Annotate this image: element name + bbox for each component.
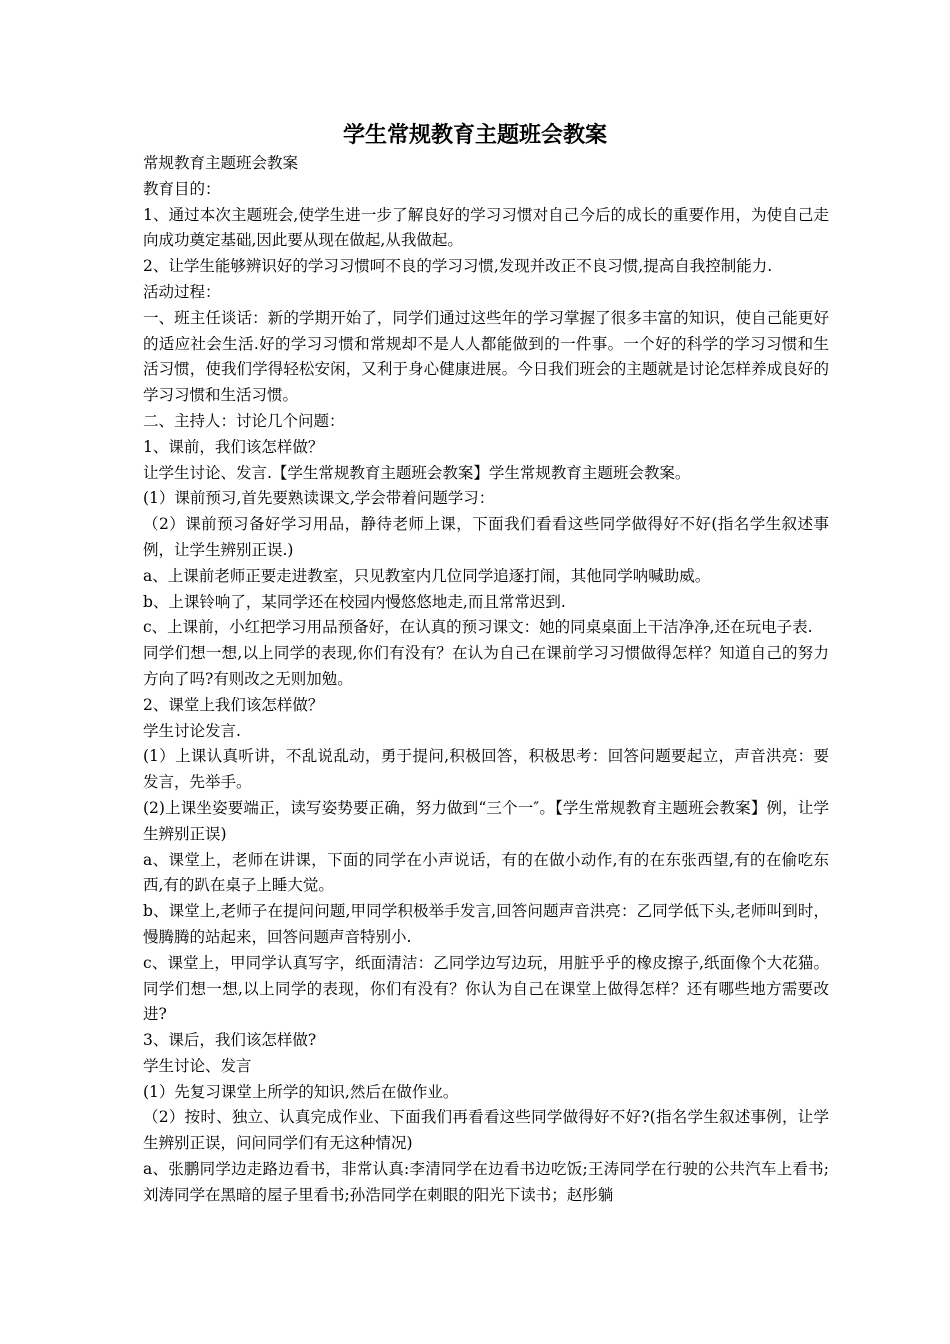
paragraph: a、课堂上，老师在讲课，下面的同学在小声说话，有的在做小动作,有的在东张西望,有的在偷吃东西,有的趴在桌子上睡大觉。 [143,850,829,895]
paragraph: c、上课前，小红把学习用品预备好，在认真的预习课文：她的同桌桌面上干洁净净,还在玩电子表. [143,618,813,637]
paragraph: 1、通过本次主题班会,使学生进一步了解良好的学习习惯对自己今后的成长的重要作用，为使自己走向成功奠定基础,因此要从现在做起,从我做起。 [143,205,829,250]
paragraph: a、张鹏同学边走路边看书，非常认真:李清同学在边看书边吃饭;王涛同学在行驶的公共汽车上看书;刘涛同学在黑暗的屋子里看书;孙浩同学在刺眼的阳光下读书；赵彤躺 [143,1160,829,1204]
paragraph: 学生讨论发言. [143,721,241,740]
paragraph: c、课堂上，甲同学认真写字，纸面清洁：乙同学边写边玩，用脏乎乎的橡皮擦子,纸面像个大花猫。同学们想一想,以上同学的表现，你们有没有？你认为自己在课堂上做得怎样？还有哪些地方需要改进? [143,953,829,1024]
paragraph: (1）先复习课堂上所学的知识,然后在做作业。 [143,1082,459,1101]
paragraph: a、上课前老师正要走进教室，只见教室内几位同学追逐打闹，其他同学呐喊助威。 [143,566,711,585]
paragraph: （2）课前预习备好学习用品，静待老师上课，下面我们看看这些同学做得好不好(指名学生叙述事例，让学生辨别正误.) [143,515,829,559]
paragraph: (1）上课认真听讲，不乱说乱动，勇于提问,积极回答，积极思考：回答问题要起立，声音洪亮：要发言，先举手。 [143,747,829,792]
paragraph: 2、课堂上我们该怎样做？ [143,695,324,714]
paragraph: 让学生讨论、发言.【学生常规教育主题班会教案】学生常规教育主题班会教案。 [143,463,691,482]
paragraph: b、课堂上,老师子在提问问题,甲同学积极举手发言,回答问题声音洪亮：乙同学低下头,老师叫到时，慢腾腾的站起来，回答问题声音特别小. [143,902,829,946]
paragraph: (2)上课坐姿要端正，读写姿势要正确，努力做到“三个一″。【学生常规教育主题班会教案】例，让学生辨别正误) [143,798,829,843]
paragraph: 学生讨论、发言 [143,1056,252,1075]
paragraph: 1、课前，我们该怎样做？ [143,437,324,456]
paragraph: 二、主持人：讨论几个问题： [143,411,345,430]
paragraph: b、上课铃响了，某同学还在校园内慢悠悠地走,而且常常迟到. [143,592,566,611]
paragraph: 3、课后，我们该怎样做? [143,1031,317,1050]
paragraph: （2）按时、独立、认真完成作业、下面我们再看看这些同学做得好不好?(指名学生叙述事例，让学生辨别正误，问问同学们有无这种情况) [143,1108,829,1153]
paragraph: 常规教育主题班会教案 [143,154,299,172]
paragraph: 2、让学生能够辨识好的学习习惯呵不良的学习习惯,发现并改正不良习惯,提高自我控制能力. [143,257,773,276]
paragraph: 同学们想一想,以上同学的表现,你们有没有？在认为自己在课前学习习惯做得怎样？知道自己的努力方向了吗?有则改之无则加勉。 [143,644,829,688]
paragraph: 一、班主任谈话：新的学期开始了，同学们通过这些年的学习掌握了很多丰富的知识，使自己能更好的适应社会生活.好的学习习惯和常规却不是人人都能做到的一件事。一个好的科学的学习习惯和生活习惯，使我们学得轻松安闲，又利于身心健康进展。今日我们班会的主题就是讨论怎样养成良好的学习习惯和生活习惯。 [143,308,829,405]
document-body [143,151,829,1209]
paragraph: 教育目的： [143,179,221,198]
paragraph: 活动过程： [143,282,221,301]
document-title: 学生常规教育主题班会教案 [342,123,607,148]
paragraph: (1）课前预习,首先要熟读课文,学会带着问题学习： [143,489,495,508]
